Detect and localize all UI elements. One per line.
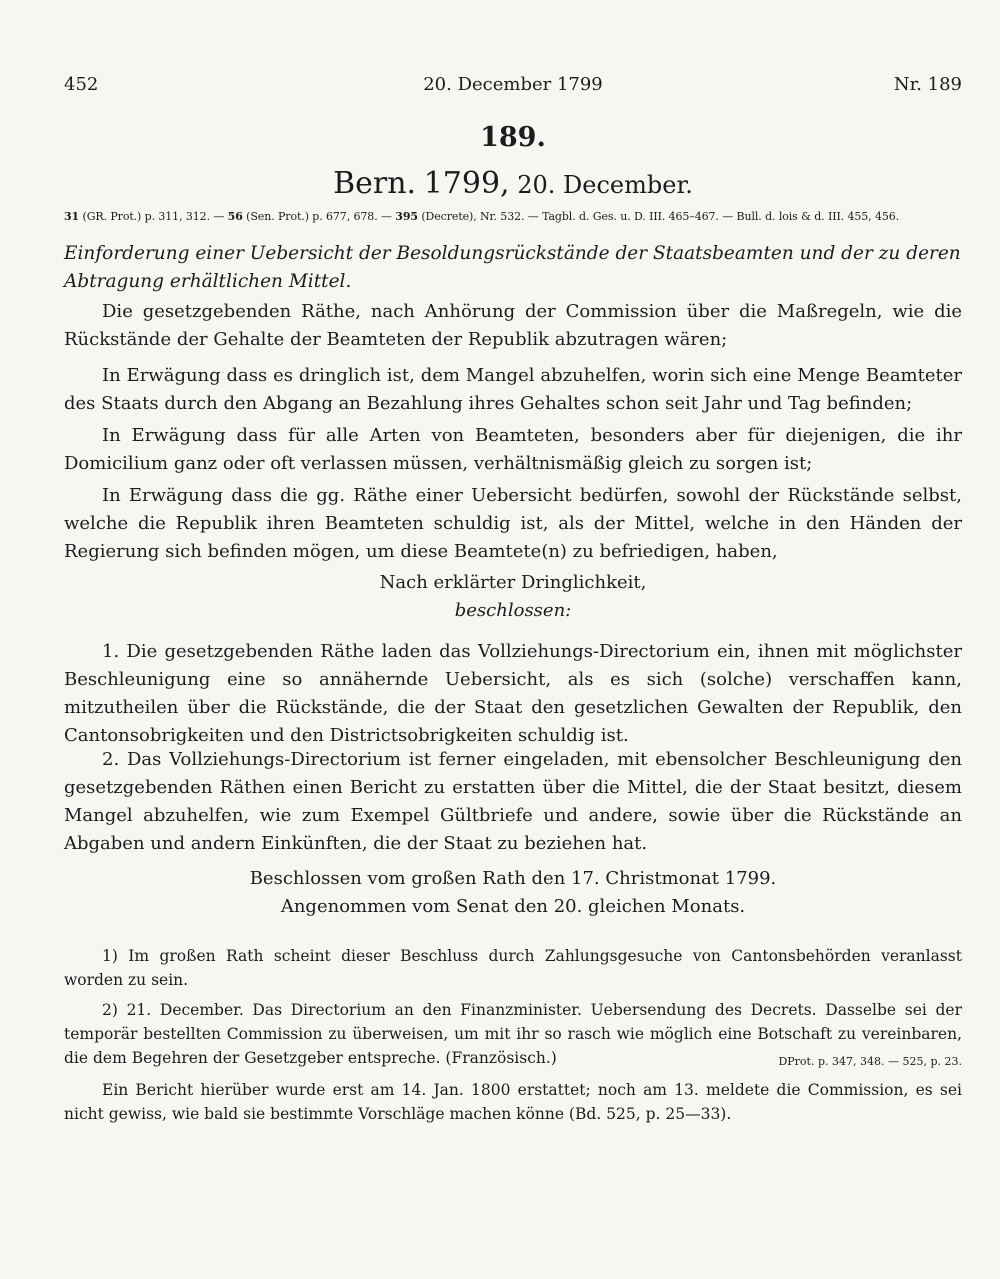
closing-line-2: Angenommen vom Senat den 20. gleichen Monats. bbox=[280, 896, 746, 917]
ref-c-num: 395 bbox=[395, 210, 418, 223]
document-title: Einforderung einer Uebersicht der Besoldungsrückstände der Staatsbeamten und der zu deren Abtragung erhältlichen Mittel. bbox=[64, 243, 961, 292]
ref-a-num: 31 bbox=[64, 210, 80, 223]
preamble-paragraph: Die gesetzgebenden Räthe, nach Anhörung der Commission über die Maßregeln, wie die Rückstände der Gehalte der Beamteten der Republik abzutragen wären; bbox=[64, 301, 962, 350]
source-references bbox=[64, 210, 962, 223]
footnote-3: Ein Bericht hierüber wurde erst am 14. Jan. 1800 erstattet; noch am 13. meldete die Commission, es sei nicht gewiss, wie bald sie bestimmte Vorschläge machen könne (Bd. 525, p. 25—33). bbox=[64, 1081, 962, 1123]
place-city: Bern. bbox=[333, 166, 417, 201]
header-date: 20. December 1799 bbox=[423, 74, 603, 95]
ref-b-text: (Sen. Prot.) p. 677, 678. — bbox=[242, 210, 396, 223]
closing-line-1: Beschlossen vom großen Rath den 17. Christmonat 1799. bbox=[249, 868, 777, 889]
footnote-2 bbox=[64, 998, 962, 1074]
running-header bbox=[64, 74, 962, 102]
footnote-2-ref: DProt. p. 347, 348. — 525, p. 23. bbox=[778, 1055, 962, 1068]
article-1: 1. Die gesetzgebenden Räthe laden das Vollziehungs-Directorium ein, ihnen mit möglichster Beschleunigung eine so annähernde Uebersicht, als es sich (solche) verschaffen kann, mitzutheilen über die Rückstände, die der Staat den gesetzlichen Gewalten der Republik, den Cantonsobrigkeiten und den Districtsobrigkeiten schuldig ist. bbox=[64, 641, 962, 746]
place-year: 1799, bbox=[423, 166, 510, 201]
resolved-line: beschlossen: bbox=[454, 600, 572, 621]
consideration-paragraph: In Erwägung dass für alle Arten von Beamteten, besonders aber für diejenigen, die ihr Domicilium ganz oder oft verlassen müssen, verhältnismäßig gleich zu sorgen ist; bbox=[64, 425, 962, 474]
ref-c-text: (Decrete), Nr. 532. — Tagbl. d. Ges. u. D. III. 465–467. — Bull. d. lois & d. III. 455, 456. bbox=[417, 210, 900, 223]
place-day: 20. December. bbox=[517, 171, 693, 199]
consideration-paragraph: In Erwägung dass es dringlich ist, dem Mangel abzuhelfen, worin sich eine Menge Beamteter des Staats durch den Abgang an Bezahlung ihres Gehaltes schon seit Jahr und Tag befinden; bbox=[64, 365, 962, 414]
urgency-line: Nach erklärter Dringlichkeit, bbox=[379, 572, 647, 593]
place-date-line bbox=[64, 166, 962, 201]
ref-a-text: (GR. Prot.) p. 311, 312. — bbox=[79, 210, 228, 223]
consideration-paragraph: In Erwägung dass die gg. Räthe einer Uebersicht bedürfen, sowohl der Rückstände selbst, welche die Republik ihren Beamteten schuldig ist, als der Mittel, welche in den Händen der Regierung sich befinden mögen, um diese Beamtete(n) zu befriedigen, haben, bbox=[64, 485, 962, 562]
document-page bbox=[64, 0, 962, 1279]
article-2: 2. Das Vollziehungs-Directorium ist ferner eingeladen, mit ebensolcher Beschleunigung den gesetzgebenden Räthen einen Bericht zu erstatten über die Mittel, die der Staat besitzt, diesem Mangel abzuhelfen, wie zum Exempel Gültbriefe und andere, sowie über die Rückstände an Abgaben und andern Einkünften, die der Staat zu beziehen hat. bbox=[64, 749, 962, 854]
document-number: 189. bbox=[480, 122, 546, 153]
footnote-2-text: 2) 21. December. Das Directorium an den Finanzminister. Uebersendung des Decrets. Dasselbe sei der temporär bestellten Commission zu überweisen, um mit ihr so rasch wie möglich eine Botschaft zu vereinbaren, die dem Begehren der Gesetzgeber entspreche. (Französisch.) bbox=[64, 1001, 962, 1067]
page-number: 452 bbox=[64, 74, 99, 95]
header-nr: Nr. 189 bbox=[893, 74, 962, 95]
ref-b-num: 56 bbox=[227, 210, 243, 223]
footnote-1: 1) Im großen Rath scheint dieser Beschluss durch Zahlungsgesuche von Cantonsbehörden veranlasst worden zu sein. bbox=[64, 947, 962, 989]
